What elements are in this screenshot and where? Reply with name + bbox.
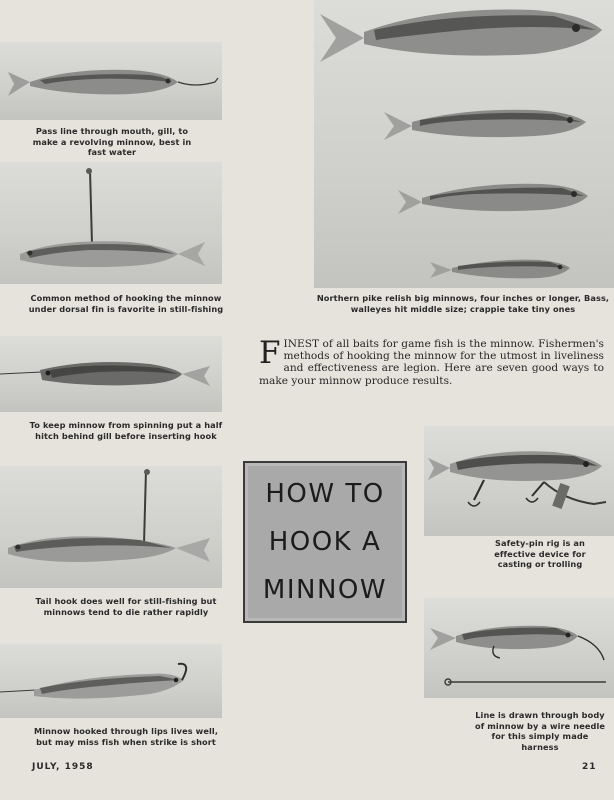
intro-body: INEST of all baits for game fish is the minnow. Fishermen's methods of hooking the minnow for the utmost in liveliness and effectiveness are legion. Here are seven good ways to make your minnow produce results. <box>259 338 604 387</box>
caption-safety-pin: Safety-pin rig is an effective device for casting or trolling <box>494 538 586 569</box>
title-line-2: HOOK A <box>268 527 382 557</box>
safety-pin-rig-illustration <box>424 426 614 536</box>
caption-wire-needle: Line is drawn through body of minnow by a wire needle for this simply made harness <box>474 710 606 752</box>
caption-half-hitch: To keep minnow from spinning put a half hitch behind gill before inserting hook <box>29 420 223 441</box>
photo-safety-pin-rig <box>424 426 614 536</box>
title-line-1: HOW TO <box>265 479 385 509</box>
caption-lips: Minnow hooked through lips lives well, but may miss fish when strike is short <box>33 726 219 747</box>
intro-dropcap: F <box>259 335 281 371</box>
minnow-sizes-illustration <box>314 0 614 288</box>
photo-half-hitch <box>0 336 222 412</box>
caption-revolving: Pass line through mouth, gill, to make a revolving minnow, best in fast water <box>32 126 192 157</box>
footer-date: JULY, 1958 <box>32 762 94 772</box>
revolving-minnow-illustration <box>0 42 222 120</box>
title-line-3: MINNOW <box>262 575 388 605</box>
photo-minnow-sizes <box>314 0 614 288</box>
half-hitch-illustration <box>0 336 222 412</box>
tail-hook-illustration <box>0 466 222 588</box>
dorsal-hook-illustration <box>0 162 222 284</box>
caption-dorsal: Common method of hooking the minnow under dorsal fin is favorite in still-fishing <box>28 293 224 314</box>
photo-lips-hook <box>0 644 222 718</box>
title-box <box>243 461 407 623</box>
caption-tail-hook: Tail hook does well for still-fishing but minnows tend to die rather rapidly <box>35 596 217 617</box>
lips-hook-illustration <box>0 644 222 718</box>
photo-dorsal-hook <box>0 162 222 284</box>
intro-paragraph <box>259 335 604 387</box>
photo-tail-hook <box>0 466 222 588</box>
caption-northern-pike: Northern pike relish big minnows, four inches or longer, Bass, walleyes hit middle size; crappie take tiny ones <box>316 293 610 314</box>
photo-revolving-minnow <box>0 42 222 120</box>
footer-page-number: 21 <box>582 762 597 772</box>
wire-needle-illustration <box>424 598 614 698</box>
photo-wire-needle <box>424 598 614 698</box>
